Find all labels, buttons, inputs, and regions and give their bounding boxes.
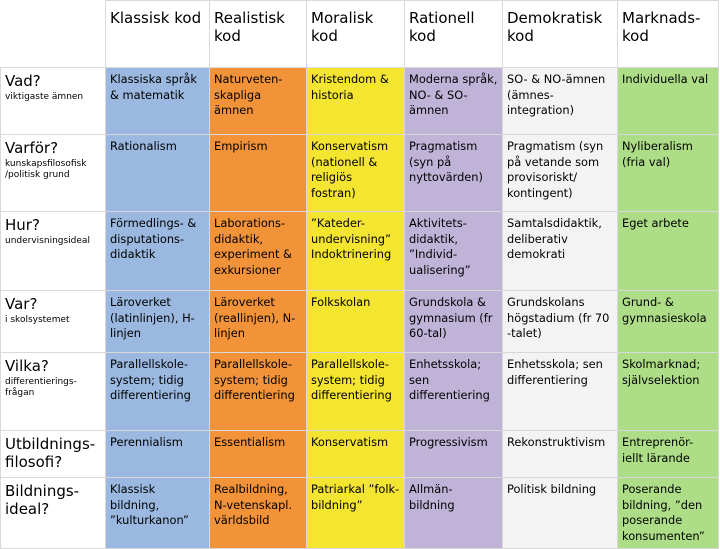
table-cell: Poserande bildning, ”den poserande konsumenten”: [618, 478, 719, 549]
row-label: Vad?: [5, 72, 41, 90]
row-label: Hur?: [5, 216, 40, 234]
row-header: [1, 291, 106, 353]
table-row-vilka: [1, 353, 719, 431]
row-header: [1, 212, 106, 291]
row-sublabel: differentierings-frågan: [5, 377, 77, 398]
table-cell: Naturveten-skapliga ämnen: [210, 68, 307, 135]
table-cell: Konservatism (nationell & religiös fostran): [307, 135, 405, 212]
table-cell: Kristendom & historia: [307, 68, 405, 135]
table-cell: Enhetsskola; sen differentiering: [405, 353, 503, 431]
table-cell: Läroverket (latinlinjen), H-linjen: [106, 291, 210, 353]
table-cell: Nyliberalism (fria val): [618, 135, 719, 212]
table-cell: Allmän-bildning: [405, 478, 503, 549]
row-label: Utbildnings-filosofi?: [5, 435, 96, 471]
table-cell: Essentialism: [210, 431, 307, 478]
header-rationell-kod: Rationell kod: [405, 1, 503, 68]
row-header: [1, 353, 106, 431]
header-realistisk-kod: Realistisk kod: [210, 1, 307, 68]
header-demokratisk-kod: Demokratisk kod: [503, 1, 618, 68]
table-row-var: [1, 291, 719, 353]
table-row-varfor: [1, 135, 719, 212]
table-cell: Klassisk bildning, ”kulturkanon”: [106, 478, 210, 549]
table-cell: Rationalism: [106, 135, 210, 212]
row-header: [1, 135, 106, 212]
table-cell: Klassiska språk & matematik: [106, 68, 210, 135]
table-cell: Patriarkal ”folk-bildning”: [307, 478, 405, 549]
table-cell: Empirism: [210, 135, 307, 212]
header-corner: [1, 1, 106, 68]
table-cell: Pragmatism (syn på nyttovärden): [405, 135, 503, 212]
table-row-bildningsideal: [1, 478, 719, 549]
row-label: Var?: [5, 295, 38, 313]
table-cell: Politisk bildning: [503, 478, 618, 549]
header-moralisk-kod: Moralisk kod: [307, 1, 405, 68]
table-cell: Skolmarknad; självselektion: [618, 353, 719, 431]
table-cell: SO- & NO-ämnen (ämnes-integration): [503, 68, 618, 135]
header-klassisk-kod: Klassisk kod: [106, 1, 210, 68]
row-label: Bildnings-ideal?: [5, 482, 80, 518]
table-cell: Läroverket (reallinjen), N-linjen: [210, 291, 307, 353]
table-cell: Samtalsdidaktik, deliberativ demokrati: [503, 212, 618, 291]
table-cell: Konservatism: [307, 431, 405, 478]
table-cell: Individuella val: [618, 68, 719, 135]
table-cell: Laborations-didaktik, experiment & exkursioner: [210, 212, 307, 291]
row-label: Varför?: [5, 139, 59, 157]
table-cell: Förmedlings- & disputations-didaktik: [106, 212, 210, 291]
table-cell: Entreprenör-iellt lärande: [618, 431, 719, 478]
table-cell: Grundskola & gymnasium (fr 60-tal): [405, 291, 503, 353]
header-marknadskod: Marknads-kod: [618, 1, 719, 68]
table-cell: Parallellskole-system; tidig differentiering: [106, 353, 210, 431]
table-cell: Parallellskole-system; tidig differentiering: [210, 353, 307, 431]
row-sublabel: kunskapsfilosofisk /politisk grund: [5, 159, 87, 180]
table-cell: Rekonstruktivism: [503, 431, 618, 478]
table-cell: Realbildning, N-vetenskapl. världsbild: [210, 478, 307, 549]
row-sublabel: viktigaste ämnen: [5, 92, 84, 102]
table-cell: Grundskolans högstadium (fr 70 -talet): [503, 291, 618, 353]
table-cell: Parallellskole-system; tidig differentiering: [307, 353, 405, 431]
table-row-hur: [1, 212, 719, 291]
row-header: [1, 68, 106, 135]
table-row-vad: [1, 68, 719, 135]
table-cell: Pragmatism (syn på vetande som provisoriskt/ kontingent): [503, 135, 618, 212]
table-cell: Eget arbete: [618, 212, 719, 291]
table-cell: Enhetsskola; sen differentiering: [503, 353, 618, 431]
row-header: [1, 431, 106, 478]
row-sublabel: i skolsystemet: [5, 315, 70, 325]
row-header: [1, 478, 106, 549]
table-cell: Grund- & gymnasieskola: [618, 291, 719, 353]
row-label: Vilka?: [5, 357, 49, 375]
header-row: [1, 1, 719, 68]
table-cell: Moderna språk, NO- & SO-ämnen: [405, 68, 503, 135]
table-cell: Progressivism: [405, 431, 503, 478]
table-cell: Perennialism: [106, 431, 210, 478]
row-sublabel: undervisningsideal: [5, 236, 90, 246]
table-cell: Folkskolan: [307, 291, 405, 353]
table-cell: ”Kateder-undervisning” Indoktrinering: [307, 212, 405, 291]
table-cell: Aktivitets-didaktik, ”Individ-ualisering”: [405, 212, 503, 291]
table-row-utbildningsfilosofi: [1, 431, 719, 478]
